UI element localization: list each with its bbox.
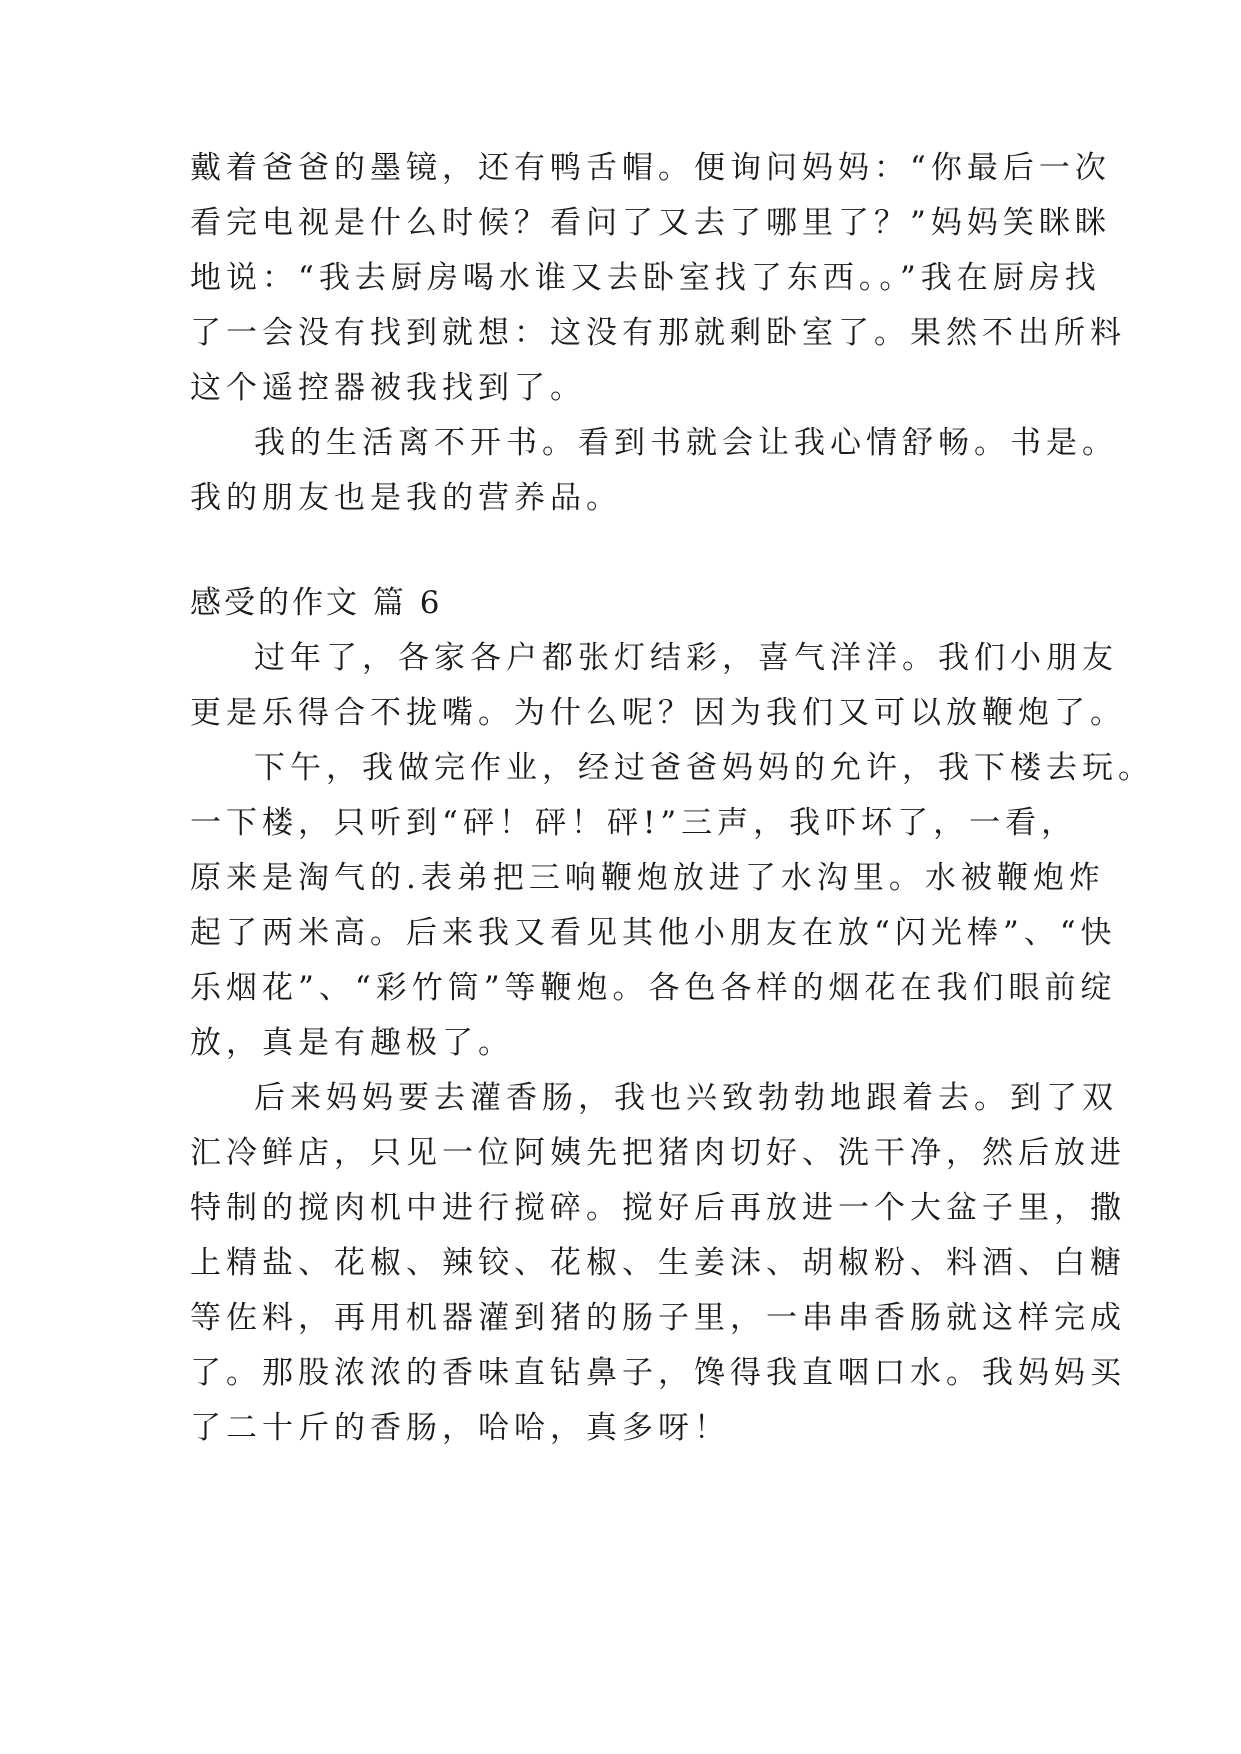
text-line: 下午，我做完作业，经过爸爸妈妈的允许，我下楼去玩。 — [254, 750, 1154, 786]
text-line: 地说：“我去厨房喝水谁又去卧室找了东西。。”我在厨房找 — [190, 260, 1101, 296]
text-line: 这个遥控器被我找到了。 — [190, 370, 586, 406]
text-line: 了一会没有找到就想：这没有那就剩卧室了。果然不出所料 — [190, 315, 1126, 351]
text-line: 更是乐得合不拢嘴。为什么呢？因为我们又可以放鞭炮了。 — [190, 695, 1126, 731]
text-line: 一下楼，只听到“砰！砰！砰!”三声，我吓坏了，一看， — [190, 805, 1078, 841]
text-line: 了二十斤的香肠，哈哈，真多呀！ — [190, 1410, 730, 1446]
text-line: 上精盐、花椒、辣铰、花椒、生姜沫、胡椒粉、料酒、白糖 — [190, 1245, 1126, 1281]
text-line: 起了两米高。后来我又看见其他小朋友在放“闪光棒”、“快 — [190, 915, 1117, 951]
text-line: 看完电视是什么时候？看问了又去了哪里了？”妈妈笑眯眯 — [190, 205, 1111, 241]
text-line: 戴着爸爸的墨镜，还有鸭舌帽。便询问妈妈：“你最后一次 — [190, 150, 1111, 186]
text-line: 乐烟花”、“彩竹筒”等鞭炮。各色各样的烟花在我们眼前绽 — [190, 970, 1117, 1006]
text-line: 原来是淘气的.表弟把三响鞭炮放进了水沟里。水被鞭炮炸 — [190, 860, 1105, 896]
text-line: 我的朋友也是我的营养品。 — [190, 480, 622, 516]
text-line: 过年了，各家各户都张灯结彩，喜气洋洋。我们小朋友 — [254, 640, 1118, 676]
text-line: 我的生活离不开书。看到书就会让我心情舒畅。书是。 — [254, 425, 1118, 461]
text-line: 后来妈妈要去灌香肠，我也兴致勃勃地跟着去。到了双 — [254, 1080, 1118, 1116]
text-line: 汇冷鲜店，只见一位阿姨先把猪肉切好、洗干净，然后放进 — [190, 1135, 1126, 1171]
text-line: 等佐料，再用机器灌到猪的肠子里，一串串香肠就这样完成 — [190, 1300, 1126, 1336]
section-title: 感受的作文 篇 6 — [190, 585, 443, 621]
text-line: 放，真是有趣极了。 — [190, 1025, 514, 1061]
text-line: 了。那股浓浓的香味直钻鼻子，馋得我直咽口水。我妈妈买 — [190, 1355, 1126, 1391]
text-line: 特制的搅肉机中进行搅碎。搅好后再放进一个大盆子里，撒 — [190, 1190, 1126, 1226]
